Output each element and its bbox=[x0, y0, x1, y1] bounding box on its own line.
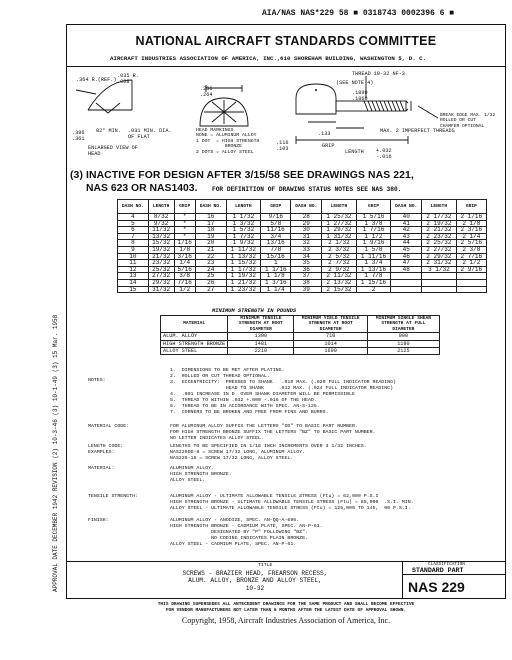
table-row bbox=[161, 340, 440, 347]
text-line: NAS229DD-8 = SCREW 17/32 LONG, ALUMINUM ALLOY. bbox=[170, 450, 306, 455]
table-cell: 43 bbox=[391, 233, 422, 240]
table-cell: 1 15/32 bbox=[226, 260, 261, 267]
length-code-label: LENGTH CODE: EXAMPLES: bbox=[88, 444, 124, 455]
table-cell: 46 bbox=[391, 253, 422, 260]
table-cell: 9 bbox=[118, 246, 149, 253]
table-cell: 1 25/32 bbox=[322, 214, 357, 221]
table-cell: 1 7/16 bbox=[356, 227, 391, 234]
classification-value: STANDARD PART bbox=[412, 567, 464, 574]
table-row bbox=[118, 273, 487, 280]
table-cell: 2 17/32 bbox=[422, 214, 457, 221]
col-header: LENGTH bbox=[148, 200, 174, 214]
table-cell: * bbox=[174, 233, 195, 240]
table-cell: 1 5/8 bbox=[356, 246, 391, 253]
table-cell bbox=[422, 279, 457, 286]
dim-fillet-radius: .035 R. .008 bbox=[117, 73, 139, 86]
table-cell: 2 9/32 bbox=[322, 266, 357, 273]
table-cell: 19/32 bbox=[148, 246, 174, 253]
note-item: 4. .001 INCREASE IN D OVER SHANK DIAMETER WILL BE PERMISSIBLE bbox=[170, 392, 355, 397]
strength-table bbox=[160, 315, 440, 355]
table-cell: 14 bbox=[118, 279, 149, 286]
strength-caption: MINIMUM STRENGTH IN POUNDS bbox=[212, 308, 297, 314]
table-cell: 1/16 bbox=[174, 240, 195, 247]
supersede-note-line2: FOR VENDOR MANUFACTURERS NOT LATER THAN 6 MONTHS AFTER THE LATEST DATE OF APPROVAL SHOWN. bbox=[165, 608, 407, 613]
table-cell: 37 bbox=[291, 273, 322, 280]
table-cell: 2 13/32 bbox=[322, 279, 357, 286]
text-line: FOR ALUMINUM ALLOY SUFFIX THE LETTERS "DD" TO BASIC PART NUMBER. bbox=[170, 424, 358, 429]
table-cell: 23 bbox=[195, 260, 226, 267]
notes-label: NOTES: bbox=[88, 378, 106, 383]
table-cell bbox=[422, 273, 457, 280]
dim-recess-depth: .116 .103 bbox=[276, 140, 289, 153]
col-header: DASH NO. bbox=[118, 200, 149, 214]
table-cell: 20 bbox=[195, 240, 226, 247]
enlarged-view-caption: ENLARGED VIEW OF HEAD bbox=[88, 145, 138, 158]
table-cell: 2 1/4 bbox=[456, 233, 486, 240]
col-header: GRIP bbox=[174, 200, 195, 214]
table-cell: 3/8 bbox=[174, 273, 195, 280]
imperfect-threads-note: MAX. 2 IMPERFECT THREADS bbox=[380, 128, 455, 134]
finish-text bbox=[170, 518, 323, 548]
table-cell: 39 bbox=[291, 286, 322, 293]
table-cell: 1 13/32 bbox=[226, 253, 261, 260]
table-cell: 13/32 bbox=[148, 233, 174, 240]
col-header: DASH NO. bbox=[391, 200, 422, 214]
table-cell: 4 bbox=[118, 214, 149, 221]
table-cell: 8/32 bbox=[148, 214, 174, 221]
dim-length-tolerance: +.032 -.016 bbox=[376, 148, 392, 161]
table-cell: 41 bbox=[391, 220, 422, 227]
thread-note-ref: (SEE NOTE 4) bbox=[336, 80, 374, 86]
title-block-divider bbox=[402, 561, 403, 599]
text-line: ALUMINUM ALLOY. bbox=[170, 466, 215, 471]
table-cell: 22 bbox=[195, 253, 226, 260]
table-cell: 1 5/32 bbox=[226, 227, 261, 234]
col-header: LENGTH bbox=[322, 200, 357, 214]
table-cell: 2 19/32 bbox=[422, 220, 457, 227]
table-cell: 27 bbox=[195, 286, 226, 293]
table-cell: 42 bbox=[391, 227, 422, 234]
table-cell: 25/32 bbox=[148, 266, 174, 273]
table-cell: 38 bbox=[291, 279, 322, 286]
table-cell: 2 27/32 bbox=[422, 246, 457, 253]
table-cell: 2 15/32 bbox=[322, 286, 357, 293]
text-line: FOR HIGH STRENGTH BRONZE SUFFIX THE LETTERS "BZ" TO BASIC PART NUMBER. bbox=[170, 430, 376, 435]
table-cell: 29/32 bbox=[148, 279, 174, 286]
table-cell bbox=[456, 279, 486, 286]
strength-table-header bbox=[161, 316, 440, 333]
table-cell: 1 1/8 bbox=[261, 273, 291, 280]
dash-table-body bbox=[118, 214, 487, 293]
classification-rule bbox=[402, 574, 506, 575]
table-cell: 3/4 bbox=[261, 233, 291, 240]
table-cell: 2 3/32 bbox=[322, 246, 357, 253]
text-line: ALLOY STEEL - ULTIMATE ALLOWABLE TENSILE STRESS (Ftu) = 125,000 TO 145, 00 P.S.I. bbox=[170, 506, 411, 511]
note-item: 1. DIMENSIONS TO BE MET AFTER PLATING. bbox=[170, 368, 285, 373]
table-cell: 2 25/32 bbox=[422, 240, 457, 247]
table-cell: 2 7/16 bbox=[456, 253, 486, 260]
head-markings-legend: HEAD MARKINGS NONE = ALUMINUM ALLOY 1 DOT = HIGH STRENGTH BRONZE 2 DOTS = ALLOY STEEL bbox=[196, 128, 260, 155]
col-header: DASH NO. bbox=[291, 200, 322, 214]
table-cell: 40 bbox=[391, 214, 422, 221]
table-cell: 2 23/32 bbox=[422, 233, 457, 240]
table-cell: 2 21/32 bbox=[422, 227, 457, 234]
text-line: HIGH STRENGTH BRONZE - CADMIUM PLATE, SPEC. AN-P-61. bbox=[170, 524, 323, 529]
table-cell: 2 1/8 bbox=[456, 220, 486, 227]
table-cell: 1014 bbox=[294, 340, 367, 347]
table-cell: 26 bbox=[195, 279, 226, 286]
table-cell: 13 bbox=[118, 273, 149, 280]
table-cell: 19 bbox=[195, 233, 226, 240]
table-cell: 5/16 bbox=[174, 266, 195, 273]
part-title bbox=[110, 570, 400, 592]
inactive-notice-line1: (3) INACTIVE FOR DESIGN AFTER 3/15/58 SEE DRAWINGS NAS 221, bbox=[70, 170, 414, 181]
dim-head-height: .236 .264 bbox=[200, 86, 213, 99]
table-cell: 2 1/32 bbox=[322, 240, 357, 247]
table-cell: 21/32 bbox=[148, 253, 174, 260]
thread-spec: THREAD 10-32 NF-3 bbox=[352, 71, 405, 77]
table-cell: ALUM. ALLOY bbox=[161, 333, 228, 340]
text-line: ALUMINUM ALLOY - ANODIZE, SPEC. AN-QQ-A-696. bbox=[170, 518, 300, 523]
table-cell: 1 17/32 bbox=[226, 266, 261, 273]
finish-label: FINISH: bbox=[88, 518, 109, 523]
text-line: LENGTHS TO BE SPECIFIED IN 1/16 INCH INCREMENTS OVER 3 1/32 INCHES. bbox=[170, 444, 367, 449]
table-cell: 1 3/8 bbox=[356, 220, 391, 227]
table-cell: 1/4 bbox=[174, 260, 195, 267]
table-cell: 5/8 bbox=[261, 220, 291, 227]
text-line: ALLOY STEEL. bbox=[170, 478, 206, 483]
table-cell: 16 bbox=[195, 214, 226, 221]
table-cell: 2210 bbox=[228, 348, 294, 355]
part-title-line: 10-32 bbox=[245, 584, 265, 592]
table-cell: 1 3/32 bbox=[226, 220, 261, 227]
col-header: GRIP bbox=[261, 200, 291, 214]
table-cell: ALLOY STEEL bbox=[161, 348, 228, 355]
table-cell: 1 11/32 bbox=[226, 246, 261, 253]
text-line: NO LETTER INDICATES ALLOY STEEL. bbox=[170, 436, 264, 441]
table-cell: 1 27/32 bbox=[322, 220, 357, 227]
dim-length: LENGTH bbox=[345, 149, 364, 155]
table-cell: 2 bbox=[356, 286, 391, 293]
table-cell: 2 31/32 bbox=[422, 260, 457, 267]
table-cell: 1 15/16 bbox=[356, 279, 391, 286]
notes-list bbox=[170, 368, 396, 416]
table-cell: 11/16 bbox=[261, 227, 291, 234]
material-code-text bbox=[170, 424, 375, 442]
table-cell: 13/16 bbox=[261, 240, 291, 247]
col-header: LENGTH bbox=[422, 200, 457, 214]
col-header: LENGTH bbox=[226, 200, 261, 214]
note-item: 7. CORNERS TO BE BROKEN AND FREE FROM FINS AND BURRS. bbox=[170, 410, 329, 415]
text-line: ALUMINUM ALLOY - ULTIMATE ALLOWABLE TENSILE STRESS (Ftu) = 62,000 P.S.I bbox=[170, 494, 379, 499]
length-code-text bbox=[170, 444, 367, 462]
tensile-strength-text bbox=[170, 494, 414, 512]
table-cell: 6 bbox=[118, 227, 149, 234]
col-header: GRIP bbox=[356, 200, 391, 214]
table-cell: 8 bbox=[118, 240, 149, 247]
header-divider bbox=[66, 66, 506, 67]
table-cell: 2 29/32 bbox=[422, 253, 457, 260]
break-edge-note: BREAK EDGE MAX. 1/32 ROLLED OR CUT CHAMFER OPTIONAL bbox=[440, 113, 496, 129]
col-header: GRIP bbox=[456, 200, 486, 214]
table-cell: 7/8 bbox=[261, 246, 291, 253]
table-cell: 1 9/16 bbox=[356, 240, 391, 247]
part-title-line: ALUM. ALLOY, BRONZE AND ALLOY STEEL, bbox=[188, 577, 322, 585]
table-cell: * bbox=[174, 220, 195, 227]
material-code-label: MATERIAL CODE: bbox=[88, 424, 130, 429]
table-cell: 10 bbox=[118, 253, 149, 260]
dash-number-table bbox=[117, 199, 487, 293]
table-cell: 9/16 bbox=[261, 214, 291, 221]
table-cell: 1 11/16 bbox=[356, 253, 391, 260]
table-cell: 17 bbox=[195, 220, 226, 227]
table-row bbox=[118, 266, 487, 273]
table-row bbox=[161, 333, 440, 340]
table-cell: 7 bbox=[118, 233, 149, 240]
dash-table-header bbox=[118, 200, 487, 214]
table-cell: 1481 bbox=[228, 340, 294, 347]
title-label: TITLE bbox=[258, 563, 273, 568]
table-cell: 1/2 bbox=[174, 286, 195, 293]
table-cell: * bbox=[174, 214, 195, 221]
table-cell: 1 bbox=[261, 260, 291, 267]
material-text bbox=[170, 466, 232, 484]
text-line: NAS229-16 = SCREW 17/32 LONG, ALLOY STEEL. bbox=[170, 456, 294, 461]
supersede-note-line1: THIS DRAWING SUPERSEDES ALL ANTECEDENT DRAWINGS FOR THE SAME PRODUCT AND SHALL BECOME EFFECTIVE bbox=[157, 602, 415, 607]
dim-flat-diameter: .031 MIN. DIA. OF FLAT bbox=[128, 128, 172, 141]
table-cell: 25 bbox=[195, 273, 226, 280]
table-cell: 1 3/16 bbox=[261, 279, 291, 286]
table-cell: 36 bbox=[291, 266, 322, 273]
col-header: DASH NO. bbox=[195, 200, 226, 214]
note-item: 3. ECCENTRICITY: PRESSED TO SHANK .010 MAX. (.020 FULL INDICATOR READING) bbox=[170, 380, 396, 385]
table-cell bbox=[456, 286, 486, 293]
header-org: AIRCRAFT INDUSTRIES ASSOCIATION OF AMERICA, INC., bbox=[110, 55, 281, 62]
table-cell bbox=[422, 286, 457, 293]
table-cell: 2 1/2 bbox=[456, 260, 486, 267]
table-cell bbox=[391, 279, 422, 286]
dim-head-diameter: .386 .361 bbox=[72, 130, 85, 143]
table-cell: 21 bbox=[195, 246, 226, 253]
table-cell: 2 5/32 bbox=[322, 253, 357, 260]
table-cell: 27/32 bbox=[148, 273, 174, 280]
table-cell: 1 3/4 bbox=[356, 260, 391, 267]
col-header: MATERIAL bbox=[161, 316, 228, 333]
table-cell bbox=[391, 273, 422, 280]
approval-date-sidebar: APPROVAL DATE DECEMBER 1942 REVISION (2) 10-3-46 (3) 10-1-49 (3) 15 Mar. 1958 bbox=[52, 314, 59, 592]
table-cell: 12 bbox=[118, 266, 149, 273]
table-cell: 9/32 bbox=[148, 220, 174, 227]
table-cell bbox=[391, 286, 422, 293]
note-item: 2. ROLLED OR CUT THREAD OPTIONAL. bbox=[170, 374, 270, 379]
table-cell: 18 bbox=[195, 227, 226, 234]
table-cell: 3 1/32 bbox=[422, 266, 457, 273]
table-cell: 11 bbox=[118, 260, 149, 267]
dim-grip: GRIP bbox=[322, 143, 335, 149]
table-cell: 2125 bbox=[367, 348, 439, 355]
material-label: MATERIAL: bbox=[88, 466, 115, 471]
classification-label: CLASSIFICATION bbox=[428, 562, 465, 567]
table-cell: 2 3/16 bbox=[456, 227, 486, 234]
dim-shank-length: .133 bbox=[318, 131, 331, 137]
table-cell: 1 23/32 bbox=[226, 286, 261, 293]
table-cell: 2 1/16 bbox=[456, 214, 486, 221]
part-title-line: SCREWS - BRAZIER HEAD, FREARSON RECESS, bbox=[182, 570, 328, 577]
table-cell: 48 bbox=[391, 266, 422, 273]
col-header: MINIMUM TENSILE STRENGTH AT ROOT DIAMETER bbox=[228, 316, 294, 333]
table-cell: 1 13/16 bbox=[356, 266, 391, 273]
table-cell: 3/16 bbox=[174, 253, 195, 260]
table-cell: 34 bbox=[291, 253, 322, 260]
table-cell: 1 1/16 bbox=[261, 266, 291, 273]
table-cell: HIGH STRENGTH BRONZE bbox=[161, 340, 228, 347]
table-cell: 1 7/8 bbox=[356, 273, 391, 280]
dim-recess-angle: 82° MIN. bbox=[96, 128, 121, 134]
table-cell: 33 bbox=[291, 246, 322, 253]
header-title: NATIONAL AIRCRAFT STANDARDS COMMITTEE bbox=[135, 34, 437, 48]
table-cell: 2 5/16 bbox=[456, 240, 486, 247]
table-cell: 32 bbox=[291, 240, 322, 247]
table-cell: 30 bbox=[291, 227, 322, 234]
table-cell: 15 bbox=[118, 286, 149, 293]
table-cell: 2 3/8 bbox=[456, 246, 486, 253]
table-row bbox=[118, 286, 487, 293]
table-cell: 28 bbox=[291, 214, 322, 221]
table-cell: 5 bbox=[118, 220, 149, 227]
text-line: NO CODING INDICATES PLAIN BRONZE. bbox=[170, 536, 308, 541]
standard-number: NAS 229 bbox=[408, 579, 465, 595]
table-cell: 29 bbox=[291, 220, 322, 227]
inactive-notice-line2: NAS 623 OR NAS1403. bbox=[86, 183, 198, 194]
document-code: AIA/NAS NAS*229 58 ■ 0318743 0002396 6 ■ bbox=[262, 9, 455, 18]
table-cell: * bbox=[174, 227, 195, 234]
table-cell: 15/16 bbox=[261, 253, 291, 260]
table-cell: 1 5/16 bbox=[356, 214, 391, 221]
table-cell: 45 bbox=[391, 246, 422, 253]
copyright: Copyright, 1958, Aircraft Industries Association of America, Inc. bbox=[181, 616, 391, 625]
text-line: DESIGNATED BY "P" FOLLOWING "BZ". bbox=[170, 530, 308, 535]
table-cell: 35 bbox=[291, 260, 322, 267]
table-cell: 1690 bbox=[294, 348, 367, 355]
col-header: MINIMUM SINGLE SHEAR STRENGTH AT FULL DIAMETER bbox=[367, 316, 439, 333]
table-row bbox=[118, 279, 487, 286]
table-cell: 1/8 bbox=[174, 246, 195, 253]
table-cell: 31 bbox=[291, 233, 322, 240]
table-cell: 1 1/4 bbox=[261, 286, 291, 293]
table-cell: 11/32 bbox=[148, 227, 174, 234]
table-cell: 990 bbox=[367, 333, 439, 340]
table-cell: 1300 bbox=[228, 333, 294, 340]
table-cell: 47 bbox=[391, 260, 422, 267]
table-cell: 44 bbox=[391, 240, 422, 247]
table-cell bbox=[456, 273, 486, 280]
table-cell: 23/32 bbox=[148, 260, 174, 267]
table-cell: 2 9/16 bbox=[456, 266, 486, 273]
header-address: 610 SHOREHAM BUILDING, WASHINGTON 5, D. C. bbox=[280, 55, 427, 62]
table-cell: 7/16 bbox=[174, 279, 195, 286]
table-cell: 15/32 bbox=[148, 240, 174, 247]
table-cell: 1 9/32 bbox=[226, 240, 261, 247]
table-cell: 2 11/32 bbox=[322, 273, 357, 280]
table-cell: 1 7/32 bbox=[226, 233, 261, 240]
note-item: 5. THREAD TO WITHIN .032 +.000 -.016 OF THE HEAD. bbox=[170, 398, 317, 403]
dim-shank-diameter: .1890 .1860 bbox=[352, 90, 368, 103]
table-cell: 1 1/2 bbox=[356, 233, 391, 240]
text-line: HIGH STRENGTH BRONZE - ULTIMATE ALLOWABLE TENSILE STRESS (Ftu) = 85,000 .S.I. MIN. bbox=[170, 500, 414, 505]
col-header: MINIMUM YIELD TENSILE STRENGTH AT ROOT DIAMETER bbox=[294, 316, 367, 333]
dim-head-radius: .364 R.(REF.) bbox=[76, 77, 117, 83]
note-item: HEAD TO SHANK .012 MAX. (.024 FULL INDICATOR READING) bbox=[170, 386, 394, 391]
note-item: 6. THREAD TO BE IN ACCORDANCE WITH SPEC. AN-S-125. bbox=[170, 404, 320, 409]
text-line: HIGH STRENGTH BRONZE. bbox=[170, 472, 232, 477]
text-line: ALLOY STEEL - CADMIUM PLATE, SPEC. AN-P-61. bbox=[170, 542, 297, 547]
table-cell: 710 bbox=[294, 333, 367, 340]
tensile-strength-label: TENSILE STRENGTH: bbox=[88, 494, 138, 499]
table-cell: 24 bbox=[195, 266, 226, 273]
table-cell: 1180 bbox=[367, 340, 439, 347]
table-row bbox=[161, 348, 440, 355]
table-cell: 31/32 bbox=[148, 286, 174, 293]
table-cell: 1 21/32 bbox=[226, 279, 261, 286]
table-cell: 1 19/32 bbox=[226, 273, 261, 280]
table-cell: 1 31/32 bbox=[322, 233, 357, 240]
table-cell: 1 29/32 bbox=[322, 227, 357, 234]
table-cell: 2 7/32 bbox=[322, 260, 357, 267]
status-notes-reference: FOR DEFINITION OF DRAWING STATUS NOTES SEE NAS 380. bbox=[212, 186, 402, 193]
table-cell: 1 1/32 bbox=[226, 214, 261, 221]
